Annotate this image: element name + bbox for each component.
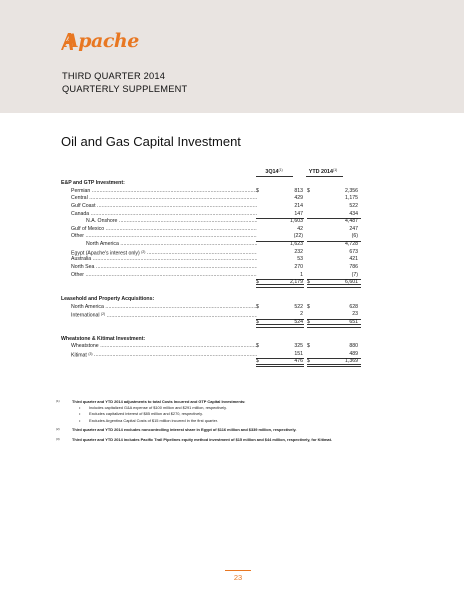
company-logo <box>60 30 140 52</box>
row-label-text: Other <box>71 271 84 278</box>
row-label <box>71 264 257 272</box>
value-3q14: 147 <box>294 210 303 217</box>
value-3q14: 1,603 <box>290 218 303 225</box>
value-3q14: 1,623 <box>290 241 303 248</box>
footnote-ref: (2) <box>141 249 146 254</box>
value-3q14: 429 <box>294 195 303 202</box>
value-ytd: 651 <box>349 318 358 325</box>
column-header-label: YTD 2014 <box>308 169 334 175</box>
table-row <box>61 195 361 203</box>
value-ytd: 1,175 <box>345 195 358 202</box>
footnote-bullet: • Includes capitalized G&A expense of $100 million and $291 million, respectively. <box>79 405 416 411</box>
value-ytd: (7) <box>351 271 358 278</box>
currency-symbol: $ <box>307 279 310 286</box>
value-3q14: 42 <box>297 225 303 232</box>
row-label-text: Other <box>71 233 84 240</box>
currency-symbol: $ <box>256 279 259 286</box>
column-header-ytd <box>303 168 343 175</box>
row-label <box>71 203 257 211</box>
footnote <box>56 399 416 424</box>
footnote-text: Third quarter and YTD 2014 adjustments to total Costs Incurred and GTP Capital Investments: <box>72 399 246 404</box>
footnote-ref: (2) <box>101 312 106 317</box>
table-total-row <box>61 358 361 366</box>
table-row <box>61 233 361 241</box>
page-number: 23 <box>233 573 243 582</box>
value-3q14: 1 <box>300 271 303 278</box>
column-header-3q14 <box>257 168 291 175</box>
row-label-text: North Sea <box>71 264 95 271</box>
footer-rule <box>225 570 251 571</box>
row-label <box>61 180 261 188</box>
footnote <box>56 437 416 443</box>
value-ytd: (6) <box>351 233 358 240</box>
row-label-text: Australia <box>71 256 92 263</box>
table-row <box>61 226 361 234</box>
row-label <box>61 336 261 344</box>
table-row <box>61 264 361 272</box>
row-label <box>71 195 257 203</box>
table-row <box>61 203 361 211</box>
value-3q14: 522 <box>294 303 303 310</box>
value-ytd: 23 <box>352 311 358 318</box>
table-row <box>61 256 361 264</box>
row-label-text: Wheatstone <box>71 343 99 350</box>
table-spacer <box>61 287 361 296</box>
currency-symbol: $ <box>307 343 310 350</box>
column-header-note: (1) <box>278 168 283 172</box>
currency-symbol: $ <box>256 187 259 194</box>
row-label-text: Permian <box>71 187 91 194</box>
row-label <box>71 272 257 280</box>
value-ytd: 673 <box>349 248 358 255</box>
row-label-text: Wheatstone & Kitimat Investment: <box>61 335 146 342</box>
row-label-text: North America <box>71 303 104 310</box>
value-3q14: 2 <box>300 311 303 318</box>
report-title-line1: THIRD QUARTER 2014 <box>62 71 166 81</box>
footnote <box>56 427 416 433</box>
table-row <box>61 351 361 359</box>
row-label <box>71 304 257 312</box>
footnote-bullet: • Excludes Argentina Capital Costs of $15 million incurred in the first quarter. <box>79 418 416 424</box>
table-total-row <box>61 279 361 287</box>
value-ytd: 4,728 <box>345 241 358 248</box>
logo-text: Apache <box>64 30 139 52</box>
row-label-text: Gulf Coast <box>71 202 96 209</box>
row-label <box>71 256 257 264</box>
row-label-text: Egypt (Apache's interest only) <box>71 250 140 257</box>
table-row <box>61 188 361 196</box>
value-ytd: 421 <box>349 256 358 263</box>
column-header-rule <box>256 176 293 177</box>
currency-symbol: $ <box>256 318 259 325</box>
currency-symbol: $ <box>307 358 310 365</box>
row-label <box>71 211 257 219</box>
value-ytd: 880 <box>349 343 358 350</box>
value-ytd: 522 <box>349 202 358 209</box>
value-3q14: 53 <box>297 256 303 263</box>
row-label <box>71 188 257 196</box>
value-3q14: 813 <box>294 187 303 194</box>
table-total-row <box>61 319 361 327</box>
footnote-text: Third quarter and YTD 2014 includes Pacific Trail Pipelines equity method investment of $15 million and $44 million, respectively, for Kitimat. <box>72 436 332 442</box>
row-label-text: International <box>71 312 100 319</box>
table-spacer <box>61 327 361 336</box>
value-3q14: 151 <box>294 350 303 357</box>
value-ytd: 2,356 <box>345 187 358 194</box>
table-section-header <box>61 180 361 188</box>
row-label-text: N.A. Onshore <box>86 218 118 225</box>
table-section-header <box>61 296 361 304</box>
table-section-header <box>61 336 361 344</box>
table-row <box>61 272 361 280</box>
row-label <box>71 233 257 241</box>
table-row <box>61 343 361 351</box>
footnote-bullet: • Excludes capitalized interest of $85 million and $270, respectively. <box>79 411 416 417</box>
report-title <box>62 70 187 96</box>
total-double-rule <box>256 364 304 368</box>
currency-symbol: $ <box>307 187 310 194</box>
value-ytd: 247 <box>349 225 358 232</box>
row-label <box>71 226 257 234</box>
footnotes <box>56 399 416 446</box>
value-3q14: 524 <box>294 318 303 325</box>
value-3q14: 2,179 <box>290 279 303 286</box>
report-title-line2: QUARTERLY SUPPLEMENT <box>62 84 188 94</box>
value-ytd: 434 <box>349 210 358 217</box>
column-header-rule <box>306 176 343 177</box>
row-label-text: E&P and GTP Investment: <box>61 180 125 186</box>
footnote-ref: (3) <box>88 351 93 356</box>
row-label <box>86 241 257 249</box>
value-ytd: 628 <box>349 303 358 310</box>
table-row <box>61 249 361 257</box>
row-label <box>86 218 257 226</box>
row-label-text: North America <box>86 241 119 248</box>
column-header-label: 3Q14 <box>265 169 279 175</box>
value-3q14: (22) <box>293 233 303 240</box>
value-3q14: 232 <box>294 248 303 255</box>
row-label-text: Central <box>71 195 88 202</box>
column-header-note: (1) <box>333 168 338 172</box>
header-band <box>0 0 464 113</box>
row-label <box>61 296 261 304</box>
currency-symbol: $ <box>256 303 259 310</box>
value-ytd: 489 <box>349 350 358 357</box>
value-3q14: 214 <box>294 202 303 209</box>
row-label <box>71 343 257 351</box>
currency-symbol: $ <box>256 358 259 365</box>
table-row <box>61 311 361 319</box>
table-row <box>61 211 361 219</box>
capital-investment-table <box>61 180 361 366</box>
value-3q14: 325 <box>294 343 303 350</box>
section-title: Oil and Gas Capital Investment <box>61 134 241 149</box>
value-ytd: 4,487 <box>345 218 358 225</box>
value-3q14: 270 <box>294 264 303 271</box>
footnote-marker: (1) <box>56 399 60 403</box>
value-ytd: 1,369 <box>345 358 358 365</box>
value-ytd: 786 <box>349 264 358 271</box>
footnote-text: Third quarter and YTD 2014 excludes noncontrolling interest share in Egypt of $116 million and $339 million, respectively. <box>72 427 297 433</box>
table-row <box>61 304 361 312</box>
currency-symbol: $ <box>256 343 259 350</box>
value-ytd: 6,601 <box>345 279 358 286</box>
table-row <box>61 241 361 249</box>
currency-symbol: $ <box>307 318 310 325</box>
row-label-text: Gulf of Mexico <box>71 225 105 232</box>
total-double-rule <box>307 364 361 368</box>
row-label-text: Canada <box>71 210 90 217</box>
row-label-text: Kitimat <box>71 352 87 359</box>
row-label-text: Leasehold and Property Acquisitions: <box>61 295 155 302</box>
table-row <box>61 218 361 226</box>
value-3q14: 476 <box>294 358 303 365</box>
footnote-marker: (3) <box>56 436 60 441</box>
currency-symbol: $ <box>307 303 310 310</box>
footnote-marker: (2) <box>56 427 60 432</box>
